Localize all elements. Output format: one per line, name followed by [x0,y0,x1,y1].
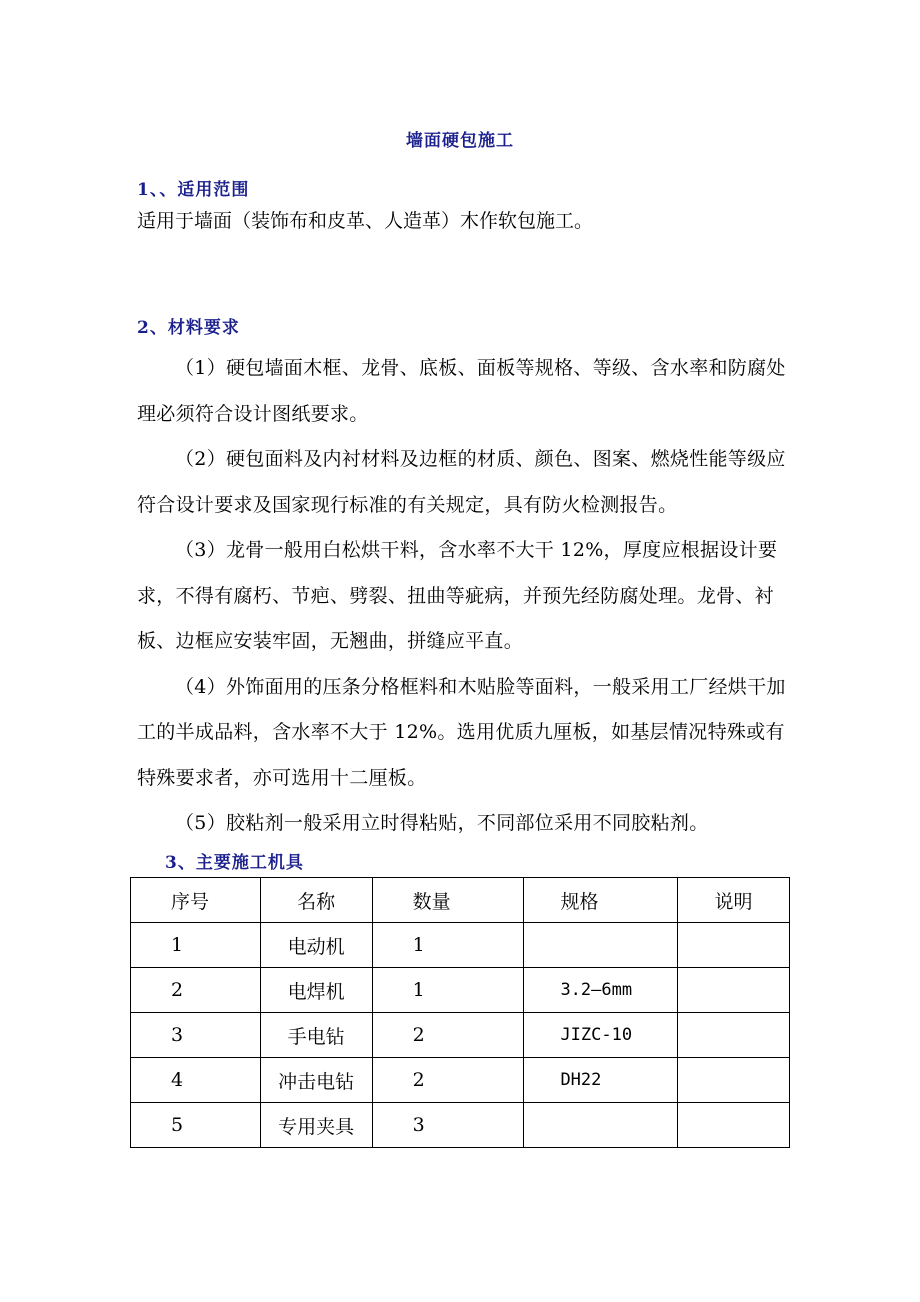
table-cell [678,1058,790,1103]
column-header: 数量 [372,878,524,923]
table-row [131,1058,790,1103]
tools-table [130,877,790,1148]
materials-paragraph-2: （2）硬包面料及内衬材料及边框的材质、颜色、图案、燃烧性能等级应符合设计要求及国家现行标准的有关规定，具有防火检测报告。 [137,448,786,516]
table-cell: JIZC-10 [524,1013,678,1058]
table-row [131,923,790,968]
table-cell [678,923,790,968]
table-cell: 4 [131,1058,261,1103]
table-row [131,1013,790,1058]
table-cell: 3 [131,1013,261,1058]
section-heading-materials: 2、材料要求 [137,318,240,338]
table-cell [678,968,790,1013]
materials-paragraph-4: （4）外饰面用的压条分格框料和木贴脸等面料，一般采用工厂经烘干加工的半成品料，含水率不大于 12%。选用优质九厘板，如基层情况特殊或有特殊要求者，亦可选用十二厘板。 [137,675,786,789]
section-heading-scope: 1、、适用范围 [137,180,250,200]
table-cell: 3.2—6mm [524,968,678,1013]
table-cell [524,923,678,968]
table-cell [678,1103,790,1148]
table-cell: 1 [131,923,261,968]
section-heading-tools: 3、主要施工机具 [165,853,304,873]
table-row [131,968,790,1013]
page-title: 墙面硬包施工 [406,131,514,151]
table-cell: 5 [131,1103,261,1148]
materials-paragraph-5: （5）胶粘剂一般采用立时得粘贴，不同部位采用不同胶粘剂。 [175,812,709,834]
materials-paragraph-3: （3）龙骨一般用白松烘干料，含水率不大干 12%，厚度应根据设计要求，不得有腐朽、节疤、劈裂、扭曲等疵病，并预先经防腐处理。龙骨、衬板、边框应安装牢固，无翘曲，拼缝应平直。 [137,539,778,652]
table-cell: 电动机 [260,923,372,968]
table-cell [524,1103,678,1148]
scope-text: 适用于墙面（装饰布和皮革、人造革）木作软包施工。 [137,210,594,232]
materials-body [137,346,797,847]
table-header-row [131,878,790,923]
table-cell: 2 [372,1058,524,1103]
column-header: 序号 [131,878,261,923]
materials-paragraph-1: （1）硬包墙面木框、龙骨、底板、面板等规格、等级、含水率和防腐处理必须符合设计图纸要求。 [137,357,786,425]
table-cell: 2 [372,1013,524,1058]
table-cell: 3 [372,1103,524,1148]
table-cell [678,1013,790,1058]
table-cell: 1 [372,923,524,968]
table-cell: 1 [372,968,524,1013]
table-row [131,1103,790,1148]
table-cell: 2 [131,968,261,1013]
column-header: 名称 [260,878,372,923]
table-cell: 专用夹具 [260,1103,372,1148]
table-cell: DH22 [524,1058,678,1103]
column-header: 规格 [524,878,678,923]
table-cell: 电焊机 [260,968,372,1013]
table-cell: 手电钻 [260,1013,372,1058]
column-header: 说明 [678,878,790,923]
table-cell: 冲击电钻 [260,1058,372,1103]
